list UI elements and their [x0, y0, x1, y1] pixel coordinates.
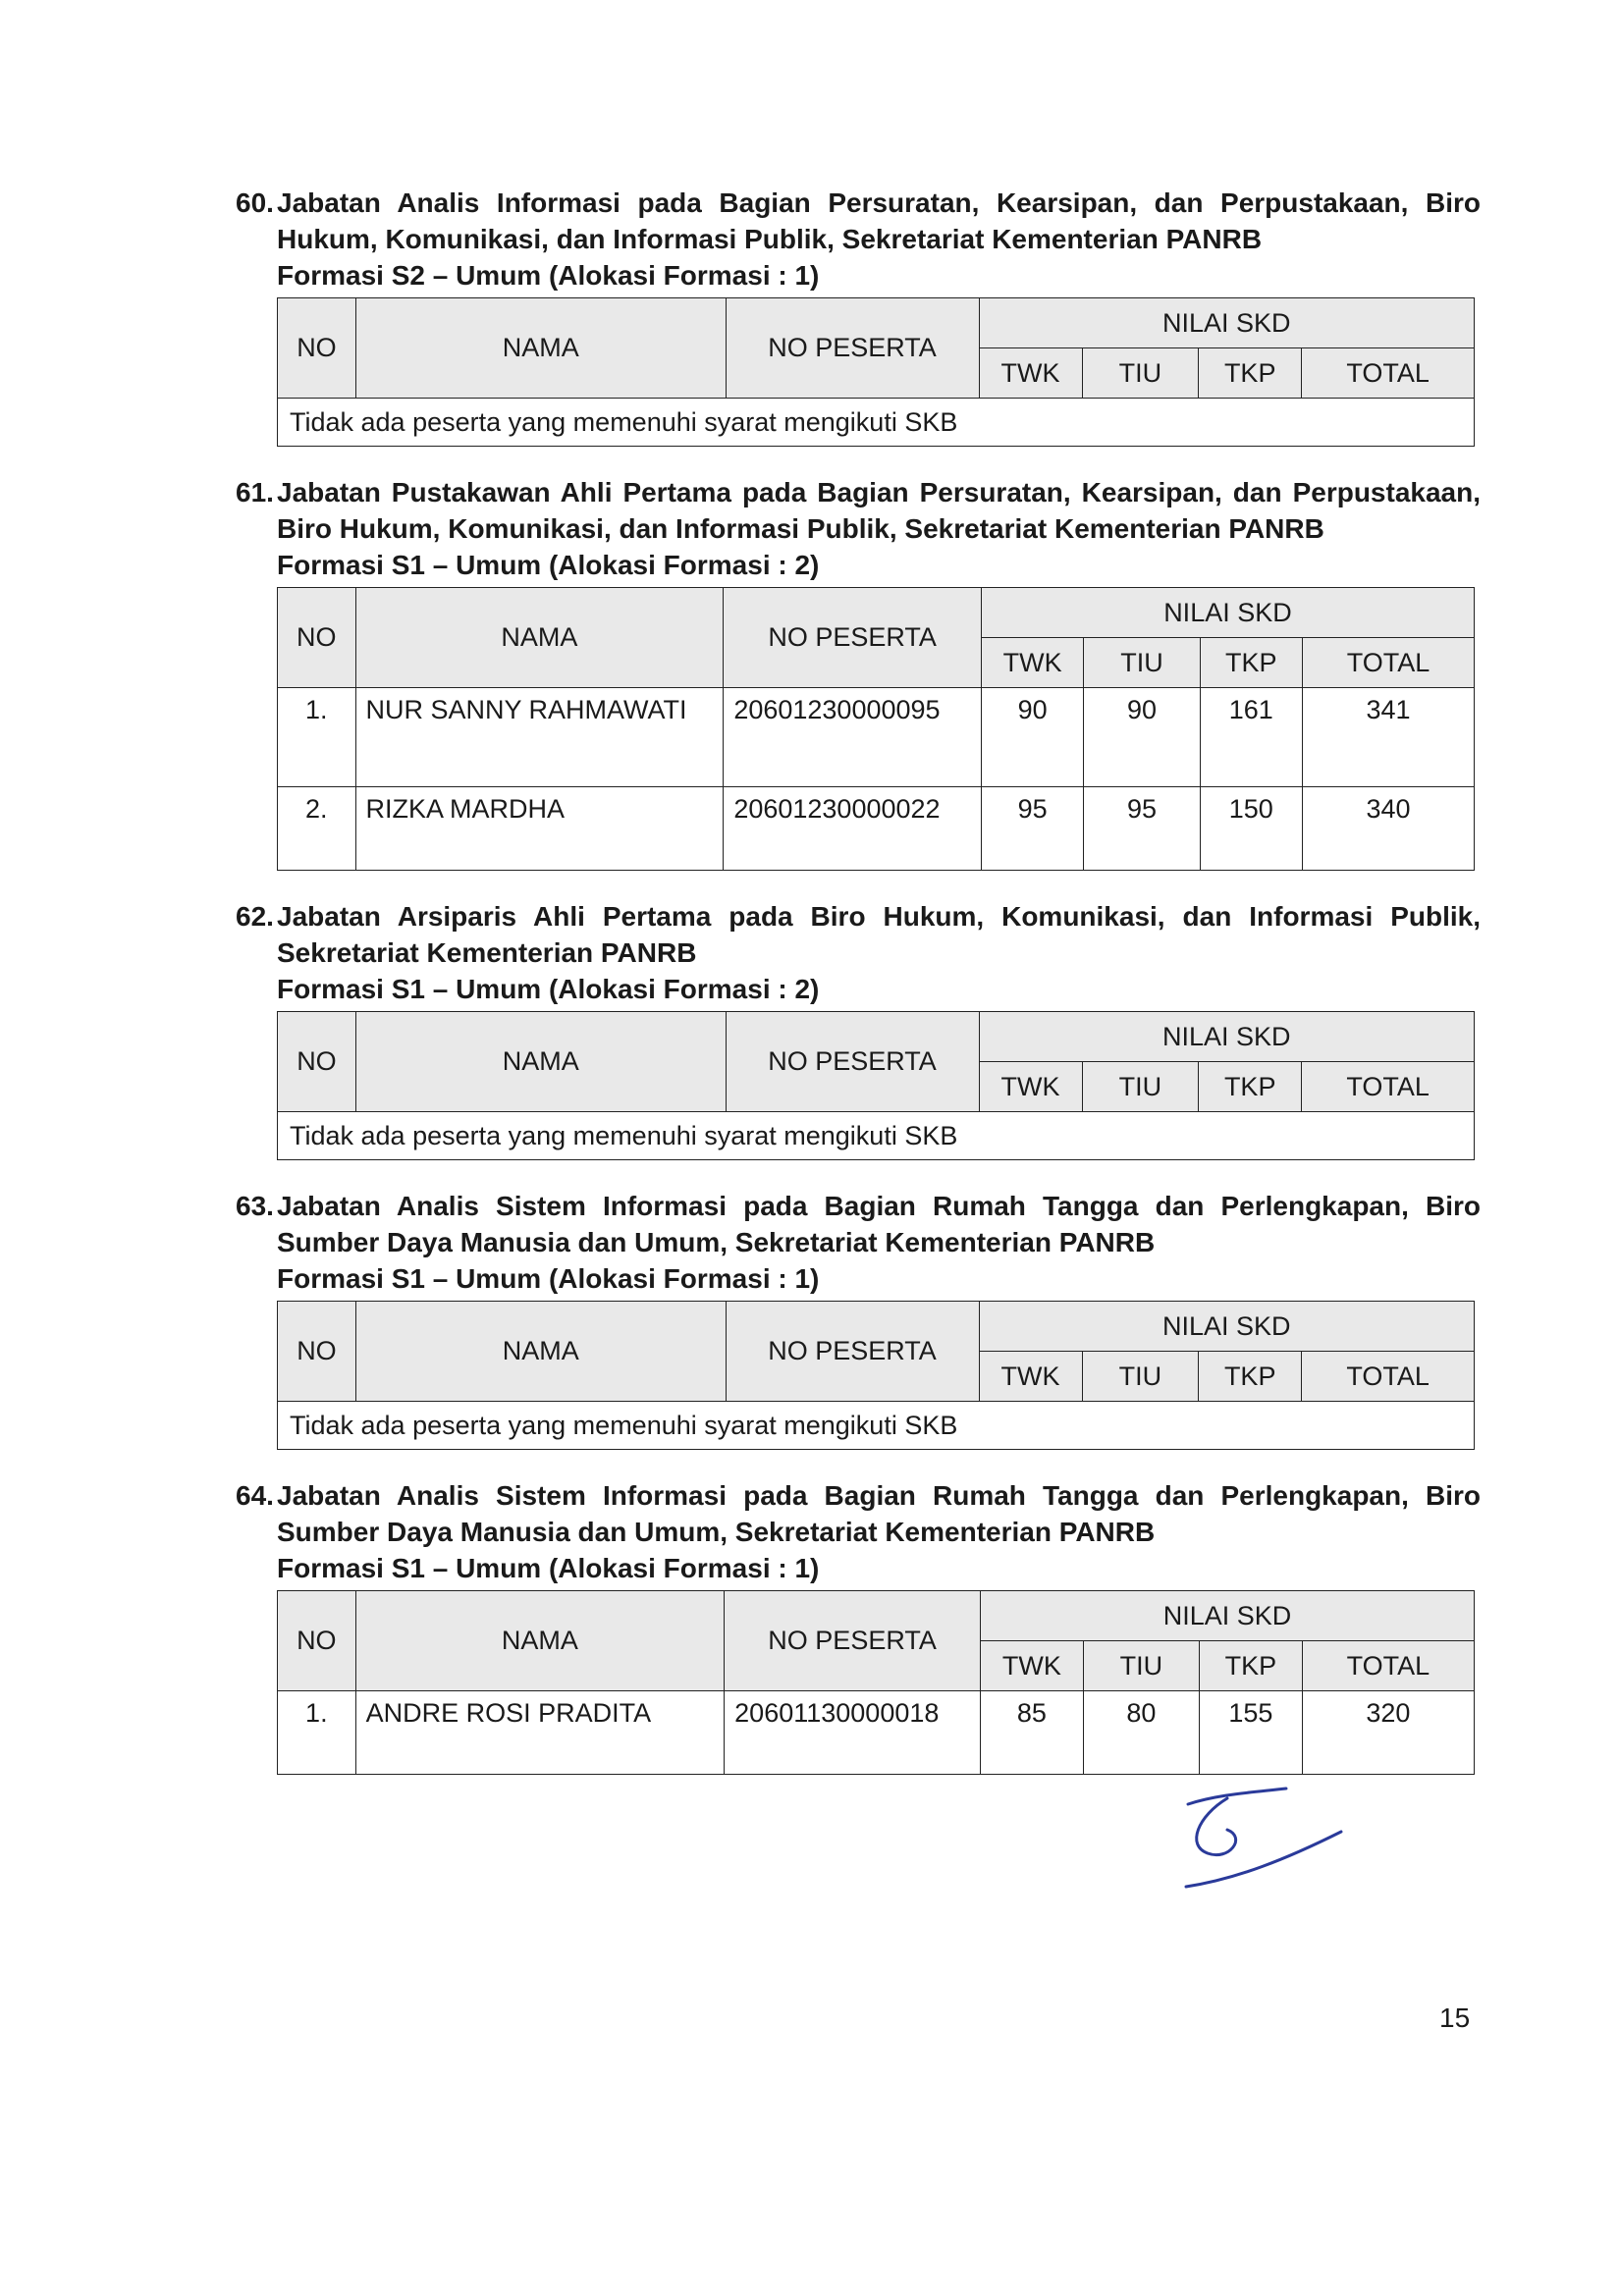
signature-initial [1168, 1777, 1355, 1895]
section-title: Jabatan Arsiparis Ahli Pertama pada Biro Hukum, Komunikasi, dan Informasi Publik, Sekretariat Kementerian PANRB [277, 901, 1481, 968]
header-nilai-skd: NILAI SKD [979, 298, 1475, 348]
section-heading [236, 1188, 1481, 1260]
section-title: Jabatan Pustakawan Ahli Pertama pada Bagian Persuratan, Kearsipan, dan Perpustakaan, Biro Hukum, Komunikasi, dan Informasi Publik, Sekretariat Kementerian PANRB [277, 477, 1481, 544]
header-total: TOTAL [1302, 348, 1475, 399]
cell-no-peserta: 20601230000022 [724, 787, 982, 871]
header-no-peserta: NO PESERTA [724, 588, 982, 688]
header-twk: TWK [981, 1641, 1084, 1691]
header-nama: NAMA [355, 298, 726, 399]
header-nama: NAMA [355, 1302, 726, 1402]
header-no: NO [278, 588, 356, 688]
cell-twk: 85 [981, 1691, 1084, 1775]
header-nilai-skd: NILAI SKD [981, 588, 1474, 638]
header-total: TOTAL [1302, 1062, 1475, 1112]
section-heading [236, 1477, 1481, 1550]
empty-message: Tidak ada peserta yang memenuhi syarat mengikuti SKB [278, 1112, 1475, 1160]
section-item [236, 1188, 1481, 1450]
section-number: 63. [236, 1191, 274, 1221]
cell-tiu: 95 [1084, 787, 1200, 871]
header-no-peserta: NO PESERTA [726, 298, 979, 399]
header-row [278, 1012, 1475, 1062]
cell-tkp: 155 [1200, 1691, 1303, 1775]
empty-message: Tidak ada peserta yang memenuhi syarat mengikuti SKB [278, 1402, 1475, 1450]
cell-no: 1. [278, 1691, 356, 1775]
header-nama: NAMA [355, 588, 724, 688]
section-number: 62. [236, 901, 274, 932]
cell-nama: NUR SANNY RAHMAWATI [355, 688, 724, 787]
header-twk: TWK [979, 1352, 1082, 1402]
section-heading [236, 185, 1481, 257]
header-no-peserta: NO PESERTA [725, 1591, 981, 1691]
header-tkp: TKP [1200, 1641, 1303, 1691]
results-table [277, 587, 1475, 871]
results-table [277, 1301, 1475, 1450]
section-item [236, 1477, 1481, 1775]
formasi-line: Formasi S2 – Umum (Alokasi Formasi : 1) [277, 260, 820, 291]
empty-message: Tidak ada peserta yang memenuhi syarat mengikuti SKB [278, 399, 1475, 447]
header-tiu: TIU [1082, 1062, 1199, 1112]
results-table [277, 297, 1475, 447]
header-no: NO [278, 298, 356, 399]
cell-tkp: 161 [1200, 688, 1302, 787]
cell-nama: RIZKA MARDHA [355, 787, 724, 871]
cell-no-peserta: 20601130000018 [725, 1691, 981, 1775]
header-row [278, 1302, 1475, 1352]
header-tkp: TKP [1199, 1352, 1302, 1402]
header-no-peserta: NO PESERTA [726, 1012, 979, 1112]
section-number: 64. [236, 1480, 274, 1511]
cell-tiu: 80 [1083, 1691, 1199, 1775]
cell-total: 340 [1303, 787, 1475, 871]
header-no: NO [278, 1302, 356, 1402]
cell-total: 341 [1303, 688, 1475, 787]
header-nama: NAMA [355, 1591, 725, 1691]
section-item [236, 474, 1481, 871]
page-number: 15 [1439, 2002, 1471, 2033]
section-item [236, 185, 1481, 447]
header-no-peserta: NO PESERTA [726, 1302, 979, 1402]
cell-tiu: 90 [1084, 688, 1200, 787]
cell-total: 320 [1302, 1691, 1474, 1775]
table-row [278, 688, 1475, 787]
header-tiu: TIU [1083, 1641, 1199, 1691]
section-heading [236, 474, 1481, 547]
cell-twk: 95 [981, 787, 1083, 871]
section-title: Jabatan Analis Informasi pada Bagian Persuratan, Kearsipan, dan Perpustakaan, Biro Hukum, Komunikasi, dan Informasi Publik, Sekretariat Kementerian PANRB [277, 187, 1481, 254]
header-nilai-skd: NILAI SKD [981, 1591, 1475, 1641]
header-nilai-skd: NILAI SKD [979, 1302, 1475, 1352]
results-table [277, 1590, 1475, 1775]
header-tiu: TIU [1084, 638, 1200, 688]
formasi-line: Formasi S1 – Umum (Alokasi Formasi : 2) [277, 974, 820, 1004]
table-row [278, 787, 1475, 871]
results-table [277, 1011, 1475, 1160]
header-row [278, 298, 1475, 348]
cell-no-peserta: 20601230000095 [724, 688, 982, 787]
header-row [278, 588, 1475, 638]
cell-no: 2. [278, 787, 356, 871]
header-total: TOTAL [1302, 1641, 1474, 1691]
document-content [236, 185, 1481, 1802]
header-total: TOTAL [1302, 1352, 1475, 1402]
cell-tkp: 150 [1200, 787, 1302, 871]
header-tkp: TKP [1199, 1062, 1302, 1112]
cell-twk: 90 [981, 688, 1083, 787]
header-total: TOTAL [1303, 638, 1475, 688]
section-heading [236, 898, 1481, 971]
header-tiu: TIU [1082, 348, 1199, 399]
section-title: Jabatan Analis Sistem Informasi pada Bagian Rumah Tangga dan Perlengkapan, Biro Sumber Daya Manusia dan Umum, Sekretariat Kementerian PANRB [277, 1191, 1481, 1257]
header-nama: NAMA [355, 1012, 726, 1112]
header-tkp: TKP [1200, 638, 1302, 688]
empty-row [278, 399, 1475, 447]
header-tiu: TIU [1082, 1352, 1199, 1402]
formasi-line: Formasi S1 – Umum (Alokasi Formasi : 1) [277, 1263, 820, 1294]
header-no: NO [278, 1591, 356, 1691]
header-tkp: TKP [1199, 348, 1302, 399]
section-item [236, 898, 1481, 1160]
formasi-line: Formasi S1 – Umum (Alokasi Formasi : 2) [277, 550, 820, 580]
header-row [278, 1591, 1475, 1641]
table-row [278, 1691, 1475, 1775]
empty-row [278, 1112, 1475, 1160]
header-no: NO [278, 1012, 356, 1112]
section-title: Jabatan Analis Sistem Informasi pada Bagian Rumah Tangga dan Perlengkapan, Biro Sumber Daya Manusia dan Umum, Sekretariat Kementerian PANRB [277, 1480, 1481, 1547]
header-twk: TWK [981, 638, 1083, 688]
empty-row [278, 1402, 1475, 1450]
section-number: 60. [236, 187, 274, 218]
header-twk: TWK [979, 348, 1082, 399]
formasi-line: Formasi S1 – Umum (Alokasi Formasi : 1) [277, 1553, 820, 1583]
section-number: 61. [236, 477, 274, 507]
cell-no: 1. [278, 688, 356, 787]
header-twk: TWK [979, 1062, 1082, 1112]
header-nilai-skd: NILAI SKD [979, 1012, 1475, 1062]
cell-nama: ANDRE ROSI PRADITA [355, 1691, 725, 1775]
